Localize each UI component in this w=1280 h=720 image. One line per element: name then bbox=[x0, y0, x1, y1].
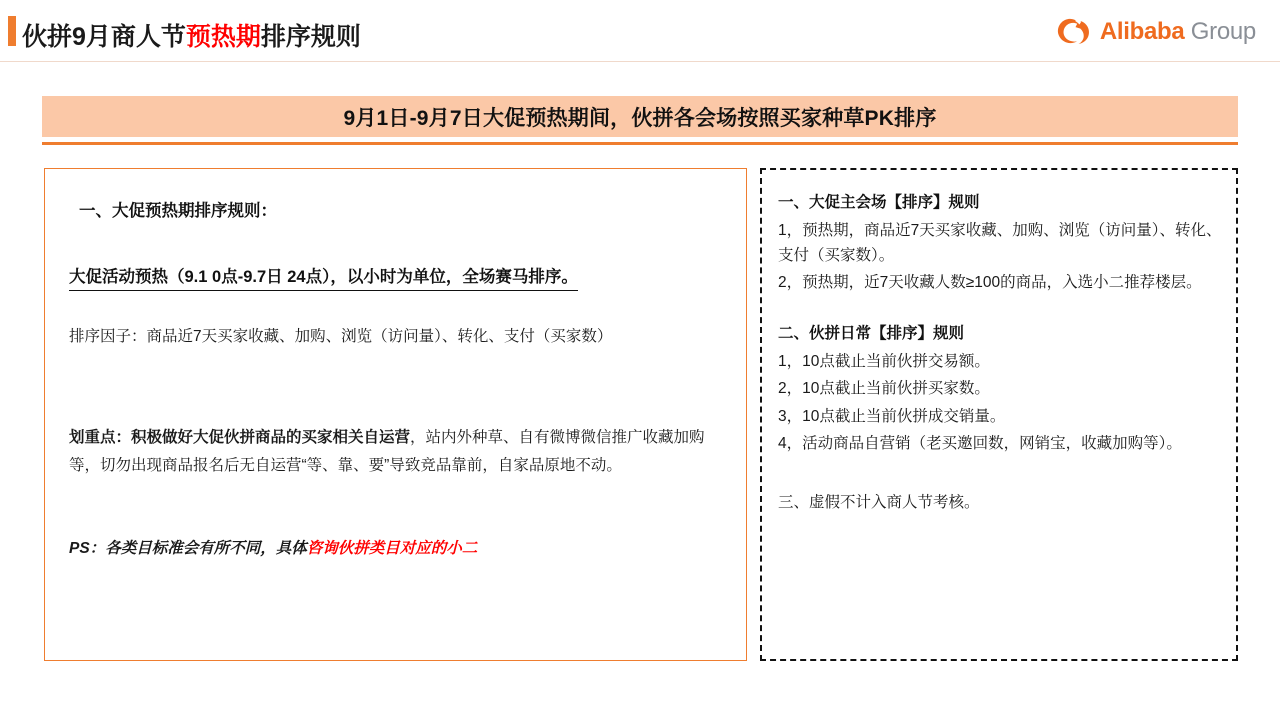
right-section2-item: 1，10点截止当前伙拼交易额。 bbox=[778, 353, 990, 371]
alibaba-group-logo bbox=[1056, 16, 1256, 48]
banner-text: 9月1日-9月7日大促预热期间，伙拼各会场按照买家种草PK排序 bbox=[343, 106, 937, 130]
right-section2-item: 3，10点截止当前伙拼成交销量。 bbox=[778, 407, 1006, 425]
alibaba-logo-icon bbox=[1056, 17, 1094, 47]
ps-text: 各类目标准会有所不同，具体 bbox=[105, 540, 307, 558]
header-divider bbox=[0, 61, 1280, 62]
logo-suffix: Group bbox=[1190, 18, 1256, 45]
logo-wordmark bbox=[1100, 20, 1256, 44]
keypoint-rest: ，站内外种草、自有微博微信推广收藏加购等，切勿出现商品报名后无自运营“等、靠、要”导致竞品靠前，自家品原地不动。 bbox=[69, 428, 705, 475]
page-header bbox=[0, 0, 1280, 62]
right-section1-item: 2，预热期，近7天收藏人数≥100的商品，入选小二推荐楼层。 bbox=[778, 274, 1202, 292]
banner-underline bbox=[42, 142, 1238, 145]
page-title-suffix: 排序规则 bbox=[260, 23, 361, 51]
page-title-highlight: 预热期 bbox=[185, 23, 261, 51]
page-title-prefix: 伙拼9月商人节 bbox=[22, 23, 186, 51]
right-section1-item: 1，预热期，商品近7天买家收藏、加购、浏览（访问量）、转化、支付（买家数）。 bbox=[778, 222, 1222, 265]
left-panel-ps bbox=[69, 537, 722, 562]
banner bbox=[42, 96, 1238, 137]
left-panel-factors: 排序因子：商品近7天买家收藏、加购、浏览（访问量）、转化、支付（买家数） bbox=[69, 328, 613, 345]
keypoint-label: 划重点： bbox=[69, 428, 132, 446]
ps-label: PS： bbox=[69, 540, 106, 558]
right-section2-title: 二、伙拼日常【排序】规则 bbox=[778, 325, 965, 343]
header-accent-bar bbox=[8, 16, 16, 46]
right-section2-item: 4，活动商品自营销（老买邀回数，网销宝，收藏加购等）。 bbox=[778, 434, 1182, 452]
keypoint-bold: 积极做好大促伙拼商品的买家相关自运营 bbox=[131, 428, 411, 446]
page-title bbox=[22, 17, 361, 53]
right-section2-item: 2，10点截止当前伙拼买家数。 bbox=[778, 380, 990, 398]
left-panel-keypoint bbox=[69, 424, 722, 481]
logo-brand: Alibaba bbox=[1099, 18, 1185, 45]
left-rules-panel bbox=[44, 168, 747, 661]
right-rules-panel bbox=[760, 168, 1238, 661]
left-panel-title: 一、大促预热期排序规则： bbox=[79, 202, 277, 220]
ps-link[interactable]: 咨询伙拼类目对应的小二 bbox=[306, 540, 478, 558]
right-section1-title: 一、大促主会场【排序】规则 bbox=[778, 194, 980, 211]
right-section3-title: 三、虚假不计入商人节考核。 bbox=[778, 493, 980, 511]
left-panel-subtitle: 大促活动预热（9.1 0点-9.7日 24点），以小时为单位，全场赛马排序。 bbox=[69, 263, 578, 291]
